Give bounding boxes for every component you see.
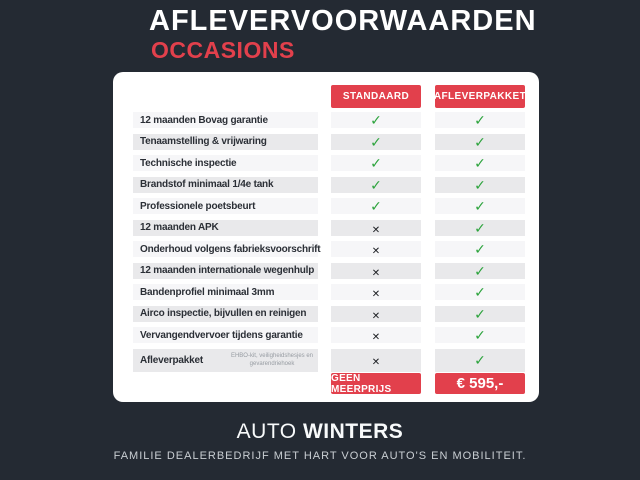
check-icon: [474, 241, 486, 257]
row-label: 12 maanden APK: [133, 220, 318, 236]
page-header: [149, 6, 537, 62]
standaard-cell: [331, 241, 421, 257]
standaard-cell: [331, 155, 421, 171]
row-label: Onderhoud volgens fabrieksvoorschrift: [133, 241, 318, 257]
table-row: [113, 241, 539, 257]
row-label: 12 maanden internationale wegenhulp: [133, 263, 318, 279]
brand-name: [0, 420, 640, 444]
standaard-cell: [331, 284, 421, 300]
row-label: Tenaamstelling & vrijwaring: [133, 134, 318, 150]
row-label: Brandstof minimaal 1/4e tank: [133, 177, 318, 193]
table-row: [113, 177, 539, 193]
row-label: Airco inspectie, bijvullen en reinigen: [133, 306, 318, 322]
afleverpakket-cell: [435, 349, 525, 372]
afleverpakket-cell: [435, 112, 525, 128]
cross-icon: [372, 352, 380, 368]
column-header-afleverpakket: AFLEVERPAKKET: [435, 85, 525, 108]
page-title: AFLEVERVOORWAARDEN: [149, 5, 537, 37]
site-footer: [0, 420, 640, 462]
check-icon: [474, 134, 486, 150]
check-icon: [370, 134, 382, 150]
row-label: 12 maanden Bovag garantie: [133, 112, 318, 128]
cross-icon: [372, 220, 380, 236]
afleverpakket-price-badge: € 595,-: [435, 373, 525, 394]
afleverpakket-cell: [435, 198, 525, 214]
brand-name-bold: WINTERS: [302, 420, 404, 443]
cross-icon: [372, 327, 380, 343]
afleverpakket-cell: [435, 220, 525, 236]
standaard-cell: [331, 327, 421, 343]
check-icon: [370, 198, 382, 214]
standaard-cell: [331, 349, 421, 372]
check-icon: [474, 198, 486, 214]
standaard-cell: [331, 198, 421, 214]
column-header-standaard: STANDAARD: [331, 85, 421, 108]
afleverpakket-cell: [435, 134, 525, 150]
check-icon: [474, 155, 486, 171]
standaard-cell: [331, 220, 421, 236]
afleverpakket-cell: [435, 284, 525, 300]
afleverpakket-cell: [435, 327, 525, 343]
check-icon: [474, 284, 486, 300]
table-row: [113, 155, 539, 171]
row-label: Technische inspectie: [133, 155, 318, 171]
standaard-price-badge: GEEN MEERPRIJS: [331, 373, 421, 394]
table-row: [113, 284, 539, 300]
check-icon: [370, 112, 382, 128]
standaard-cell: [331, 134, 421, 150]
check-icon: [474, 352, 486, 368]
standaard-cell: [331, 263, 421, 279]
cross-icon: [372, 241, 380, 257]
check-icon: [474, 220, 486, 236]
afleverpakket-cell: [435, 306, 525, 322]
check-icon: [370, 177, 382, 193]
check-icon: [474, 112, 486, 128]
afleverpakket-cell: [435, 155, 525, 171]
table-row: [113, 112, 539, 128]
check-icon: [474, 306, 486, 322]
check-icon: [370, 155, 382, 171]
row-label: Professionele poetsbeurt: [133, 198, 318, 214]
table-row: [113, 220, 539, 236]
afleverpakket-cell: [435, 177, 525, 193]
standaard-cell: [331, 112, 421, 128]
afleverpakket-cell: [435, 263, 525, 279]
row-label: Bandenprofiel minimaal 3mm: [133, 284, 318, 300]
row-label: Vervangendvervoer tijdens garantie: [133, 327, 318, 343]
table-row: [113, 349, 539, 372]
brand-name-regular: AUTO: [236, 420, 297, 443]
table-row: [113, 327, 539, 343]
comparison-table-card: [113, 72, 539, 402]
cross-icon: [372, 284, 380, 300]
check-icon: [474, 327, 486, 343]
table-row: [113, 198, 539, 214]
check-icon: [474, 177, 486, 193]
afleverpakket-cell: [435, 241, 525, 257]
row-label-text: Afleverpakket: [140, 354, 203, 366]
price-row: [113, 373, 539, 394]
check-icon: [474, 263, 486, 279]
row-label: [133, 349, 318, 372]
page-subtitle: OCCASIONS: [151, 37, 295, 64]
table-row: [113, 134, 539, 150]
standaard-cell: [331, 177, 421, 193]
table-row: [113, 306, 539, 322]
table-row: [113, 263, 539, 279]
cross-icon: [372, 306, 380, 322]
brand-tagline: FAMILIE DEALERBEDRIJF MET HART VOOR AUTO'S EN MOBILITEIT.: [113, 450, 527, 462]
standaard-cell: [331, 306, 421, 322]
row-note: EHBO-kit, veiligheidshesjes en gevarendriehoek: [230, 352, 314, 367]
feature-rows: [113, 112, 539, 374]
cross-icon: [372, 263, 380, 279]
